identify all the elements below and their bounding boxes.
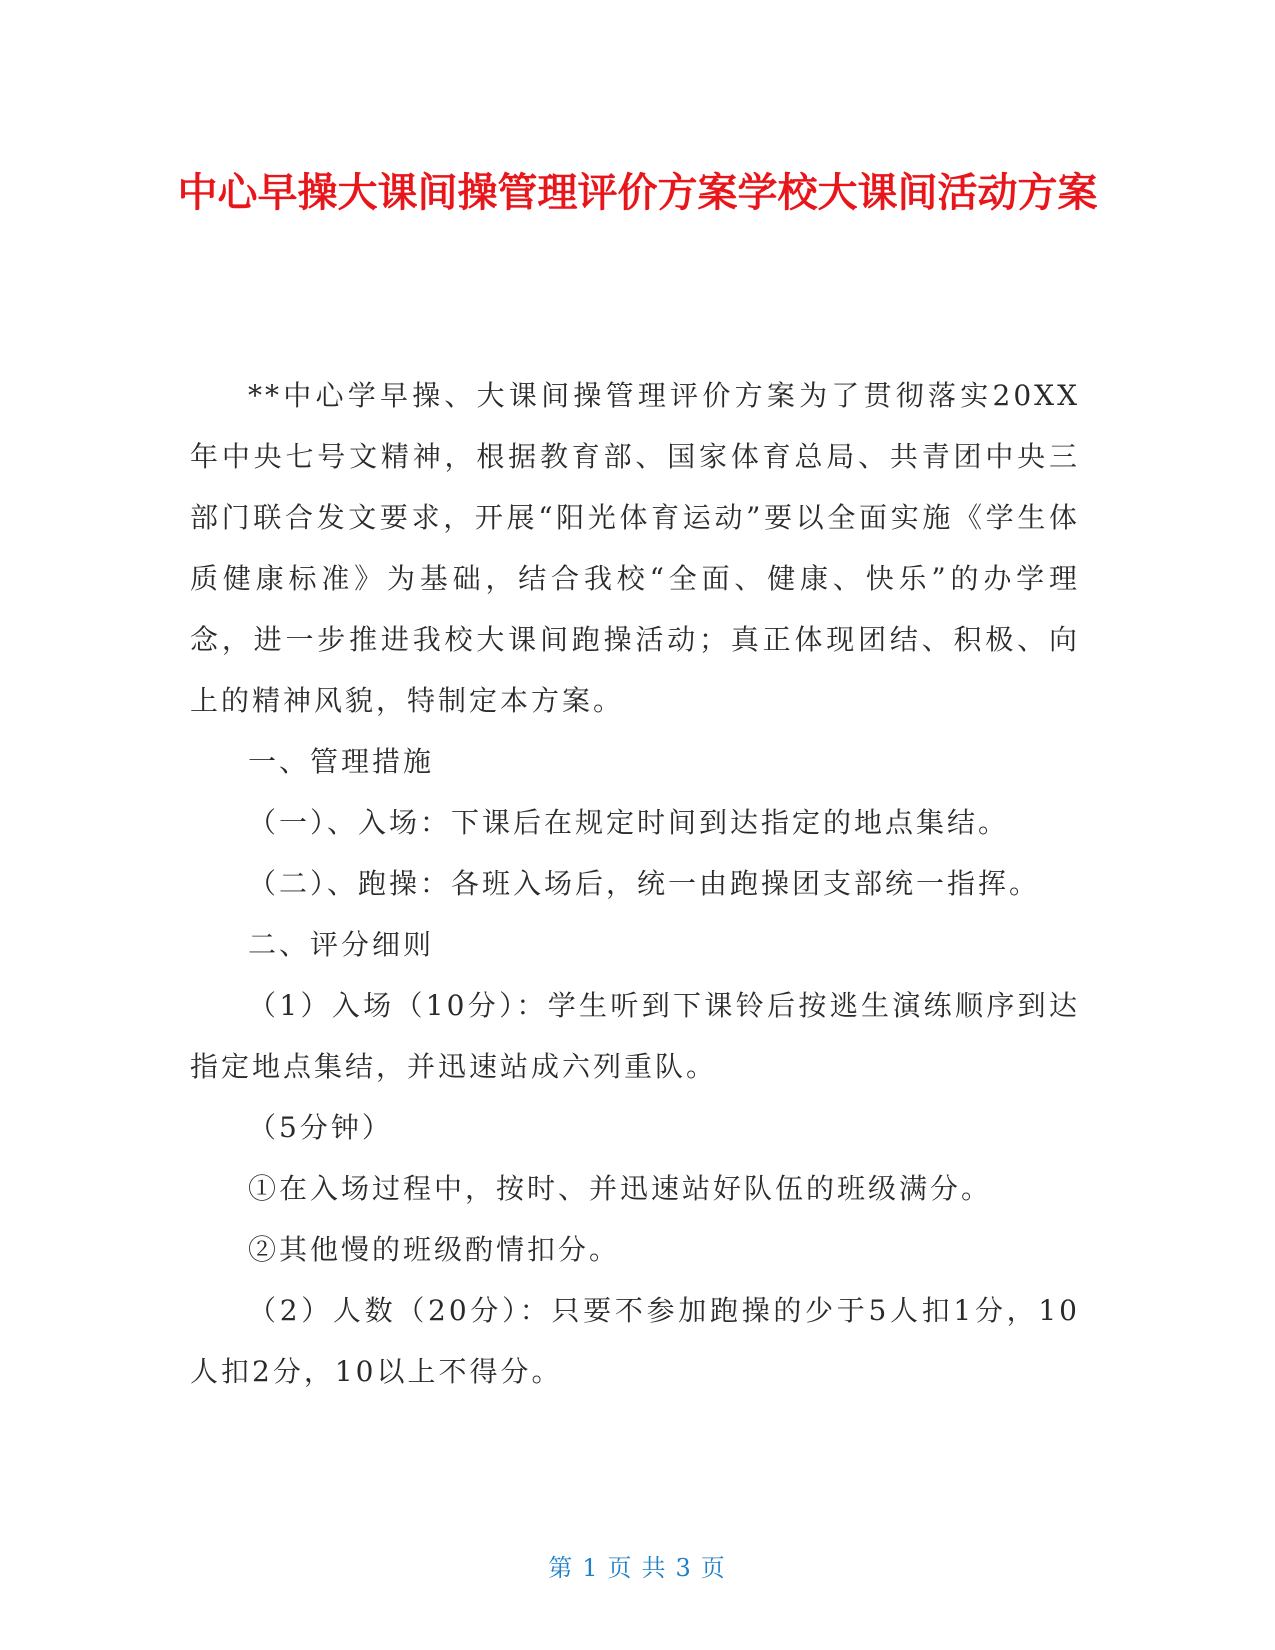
- management-item-running: （二）、跑操：各班入场后，统一由跑操团支部统一指挥。: [248, 867, 1041, 900]
- footer-total-prefix: 共: [641, 1554, 668, 1582]
- section-heading-management: 一、管理措施: [248, 745, 435, 778]
- management-item-entry: （一）、入场：下课后在规定时间到达指定的地点集结。: [248, 806, 1010, 839]
- document-title: 中心早操大课间操管理评价方案学校大课间活动方案: [177, 170, 1098, 216]
- footer-suffix: 页: [700, 1554, 727, 1582]
- footer-prefix: 第: [548, 1554, 575, 1582]
- footer-total-pages: 3: [675, 1554, 693, 1582]
- scoring-rule-1: ①在入场过程中，按时、并迅速站好队伍的班级满分。: [248, 1172, 993, 1205]
- scoring-item-time: （5分钟）: [248, 1111, 393, 1144]
- section-heading-scoring: 二、评分细则: [248, 928, 435, 961]
- scoring-rule-2: ②其他慢的班级酌情扣分。: [248, 1233, 621, 1266]
- footer-current-page: 1: [582, 1554, 600, 1582]
- intro-paragraph: **中心学早操、大课间操管理评价方案为了贯彻落实20XX年中央七号文精神，根据教育部、国家体育总局、共青团中央三部门联合发文要求，开展“阳光体育运动”要以全面实施《学生体质健康标准》为基础，结合我校“全面、健康、快乐”的办学理念，进一步推进我校大课间跑操活动；真正体现团结、积极、向上的精神风貌，特制定本方案。: [190, 379, 1080, 717]
- footer-page-word: 页: [607, 1554, 634, 1582]
- scoring-item-headcount: （2）人数（20分）：只要不参加跑操的少于5人扣1分，10人扣2分，10以上不得分。: [190, 1294, 1080, 1388]
- scoring-item-entry: （1）入场（10分）：学生听到下课铃后按逃生演练顺序到达指定地点集结，并迅速站成六列重队。: [190, 989, 1080, 1083]
- page-footer: [0, 1548, 1275, 1583]
- document-body: [190, 365, 1080, 1402]
